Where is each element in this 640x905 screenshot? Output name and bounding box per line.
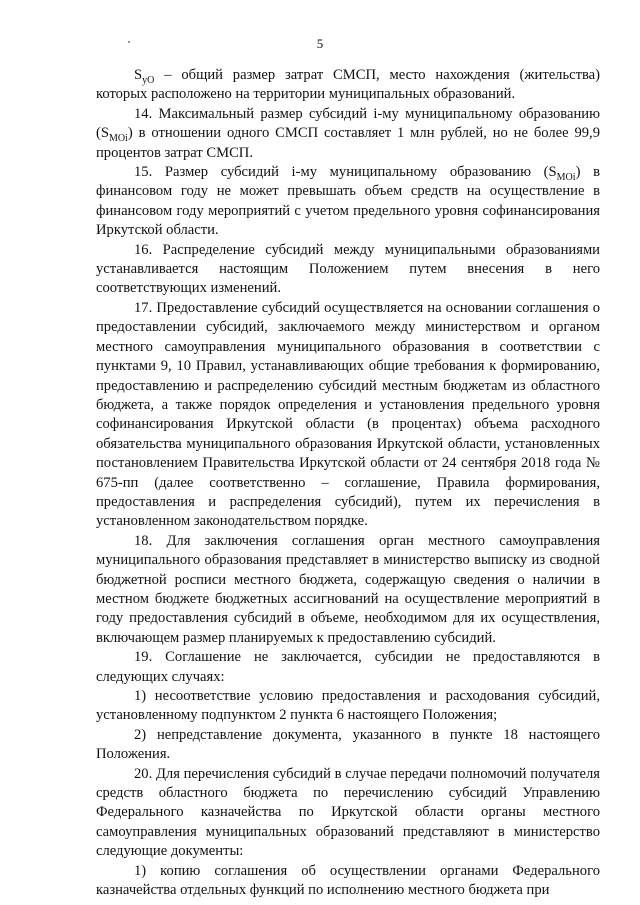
text-run: 1) несоответствие условию предоставления и расходования субсидий, установленному подпунктом 2 пункта 6 настоящего Положения;: [96, 688, 600, 724]
text-run: 15. Размер субсидий i-му муниципальному образованию (S: [134, 164, 557, 181]
paragraph: [96, 765, 600, 862]
text-run: 14. Максимальный размер субсидий i-му муниципальному образованию (S: [96, 105, 600, 142]
paragraph: [96, 532, 600, 648]
paragraph: [96, 163, 600, 241]
paragraph: [96, 687, 600, 726]
paragraph: [96, 299, 600, 532]
document-body: [96, 66, 600, 900]
paragraph: [96, 648, 600, 687]
text-run: 19. Соглашение не заключается, субсидии не предоставляются в следующих случаях:: [96, 649, 600, 685]
text-run: ) в финансовом году не может превышать объем средств на осуществление в финансовом году мероприятий с учетом предельного уровня софинансирования Иркутской области.: [96, 164, 600, 239]
text-run: 16. Распределение субсидий между муниципальными образованиями устанавливается настоящим Положением путем внесения в него соответствующих изменений.: [96, 241, 600, 297]
page-number: 5: [316, 36, 324, 51]
subscript: yO: [142, 74, 155, 86]
subscript: MOi: [108, 133, 128, 145]
text-run: 18. Для заключения соглашения орган местного самоуправления муниципального образования представляет в министерство выписку из сводной бюджетной росписи местного бюджета, содержащую сведения о наличии в местном бюджете бюджетных ассигнований на осуществление мероприятий в году предоставления субсидий в объеме, необходимом для их осуществления, включающем размер планируемых к предоставлению субсидий.: [96, 532, 600, 646]
text-run: 20. Для перечисления субсидий в случае передачи полномочий получателя средств областного бюджета по перечислению субсидий Управлению Федерального казначейства по Иркутской области органы местного самоуправления муниципальных образований представляют в министерство следующие документы:: [96, 765, 600, 860]
text-run: ) в отношении одного СМСП составляет 1 млн рублей, но не более 99,9 процентов затрат СМСП.: [96, 125, 600, 161]
paragraph: [96, 862, 600, 901]
paragraph: [96, 726, 600, 765]
subscript: MOi: [556, 171, 576, 183]
text-run: 1) копию соглашения об осуществлении органами Федерального казначейства отдельных функций по исполнению местного бюджета при: [96, 862, 600, 899]
text-run: 2) непредставление документа, указанного в пункте 18 настоящего Положения.: [96, 726, 600, 763]
text-run: S: [134, 67, 143, 83]
text-run: 17. Предоставление субсидий осуществляется на основании соглашения о предоставлении субсидий, заключаемого между министерством и органом местного самоуправления муниципального образования в соответствии с пунктами 9, 10 Правил, устанавливающих общие требования к формированию, предоставлению и распределению субсидий местным бюджетам из областного бюджета, а также порядок определения и установления предельного уровня софинансирования Иркутской области (в процентах) объема расходного обязательства муниципального образования Иркутской области, установленных постановлением Правительства Иркутской области от 24 сентября 2018 года № 675-пп (далее соответственно – соглашение, Правила формирования, предоставления и распределения субсидий), путем их перечисления в установленном законодательством порядке.: [96, 299, 600, 530]
paragraph: [96, 241, 600, 299]
paragraph: [96, 66, 600, 105]
text-run: – общий размер затрат СМСП, место нахождения (жительства) которых расположено на территории муниципальных образований.: [96, 67, 600, 103]
paragraph: [96, 105, 600, 163]
